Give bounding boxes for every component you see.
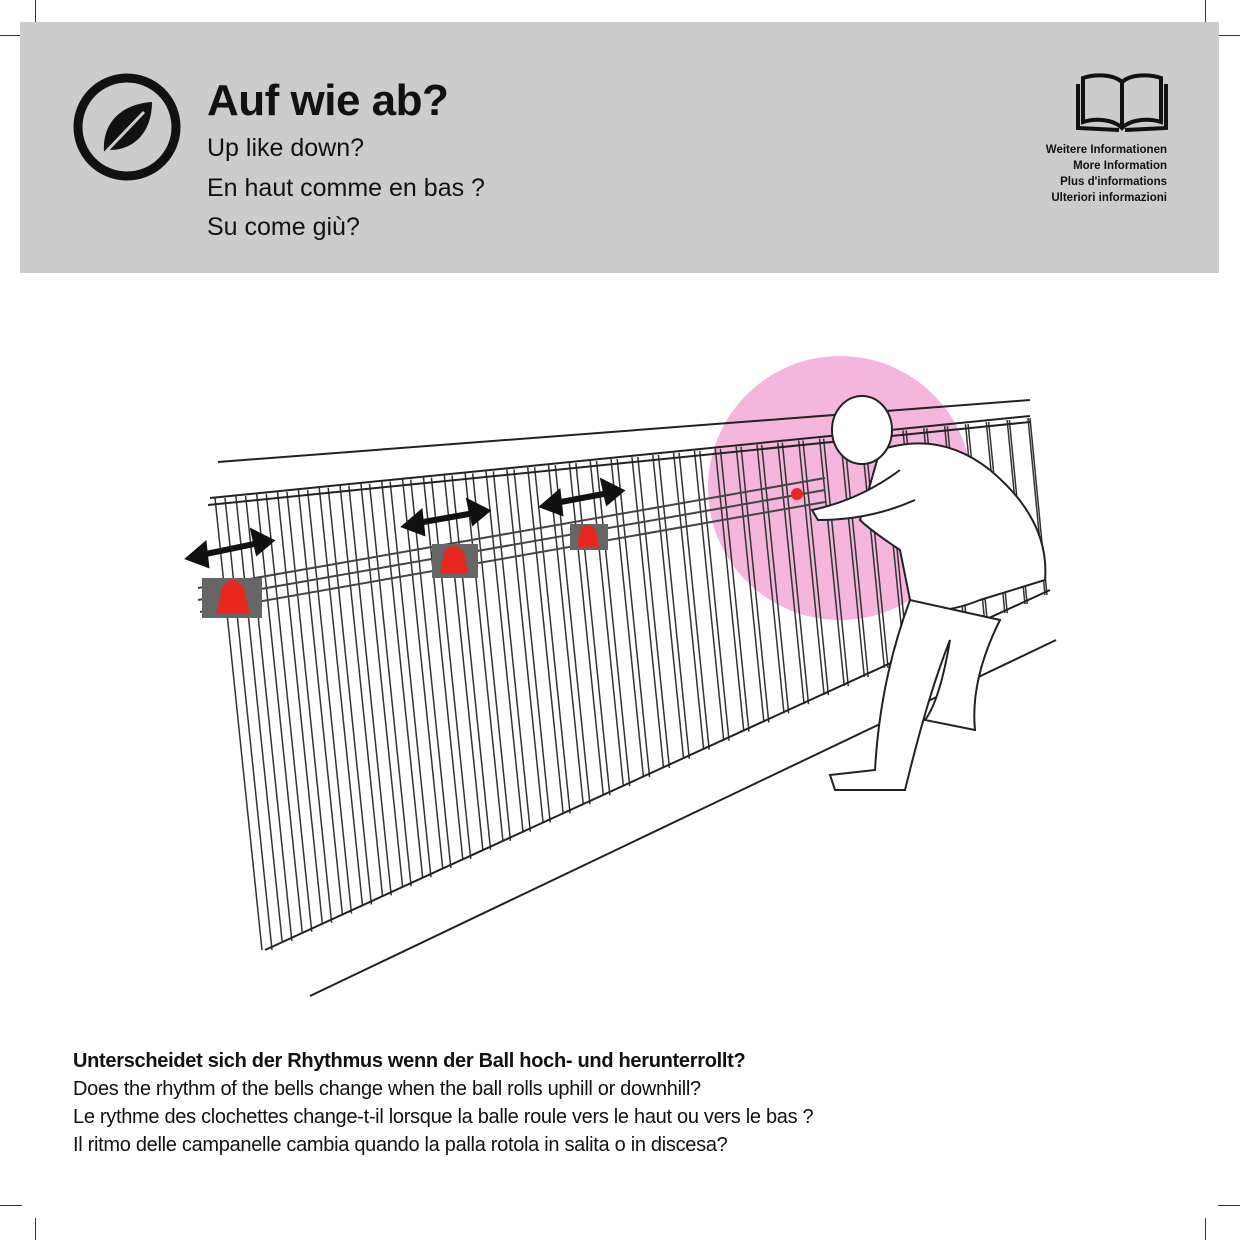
fence-bar — [507, 469, 550, 822]
page-title: Auf wie ab? — [207, 76, 449, 125]
crop-mark — [1205, 0, 1206, 22]
question-de: Unterscheidet sich der Rhythmus wenn der Ball hoch- und herunterrollt? — [73, 1050, 746, 1072]
fence-bar — [486, 471, 530, 831]
crop-mark — [1205, 1218, 1206, 1240]
more-info-it: Ulteriori informazioni — [1051, 192, 1167, 204]
open-book-icon[interactable] — [1075, 70, 1169, 134]
leaf-icon — [72, 72, 182, 182]
subtitle-it: Su come giù? — [207, 213, 360, 241]
more-info-de: Weitere Informationen — [1045, 144, 1167, 156]
more-information-link[interactable] — [1046, 142, 1167, 206]
fence-bar — [590, 461, 629, 786]
more-info-en: More Information — [1073, 160, 1167, 172]
crop-mark — [0, 1205, 22, 1206]
fence-bar — [319, 488, 371, 905]
fence-bar — [569, 463, 609, 795]
fence-bar — [465, 473, 510, 840]
crop-mark — [35, 0, 36, 22]
fence-bar — [528, 467, 570, 813]
header-banner — [20, 22, 1219, 273]
crop-mark — [1218, 1205, 1240, 1206]
more-info-fr: Plus d'informations — [1060, 176, 1167, 188]
crop-mark — [35, 1218, 36, 1240]
bell — [432, 544, 478, 578]
ball — [791, 488, 803, 500]
fence-bar — [549, 465, 590, 804]
fence-bar — [340, 486, 391, 896]
question-fr: Le rythme des clochettes change-t-il lorsque la balle roule vers le haut ou vers le bas ? — [73, 1106, 814, 1128]
bell — [202, 578, 262, 618]
subtitle-fr: En haut comme en bas ? — [207, 174, 485, 202]
fence-bar — [298, 490, 351, 914]
question-it: Il ritmo delle campanelle cambia quando la palla rotola in salita o in discesa? — [73, 1134, 728, 1156]
subtitle-en: Up like down? — [207, 134, 365, 162]
fence-bar — [444, 475, 490, 849]
fence-illustration — [0, 280, 1240, 1020]
crop-mark — [0, 35, 22, 36]
question-en: Does the rhythm of the bells change when the ball rolls uphill or downhill? — [73, 1078, 701, 1100]
bell — [570, 524, 608, 550]
fence-bar — [361, 484, 411, 887]
crop-mark — [1218, 35, 1240, 36]
